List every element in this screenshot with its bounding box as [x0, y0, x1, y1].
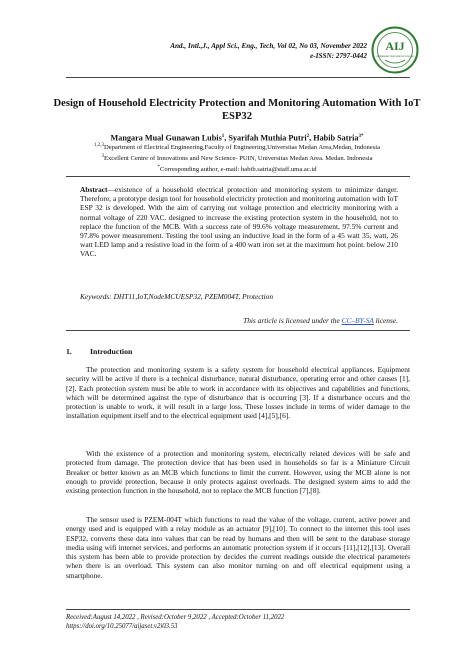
affiliations	[50, 142, 424, 174]
abstract-text: —existence of a household electrical protection and monitoring system to minimize danger. Therefore, a prototype design tool for household electricity protection and monitoring automation with IoT ESP 32 is developed. With the aim of carrying out voltage protection and electricity monitoring with a normal voltage of 220 VAC. designed to increase the existing protection system in the household, not to replace the function of the MCB. With a success rate of 99.6% voltage measurement, 97.5% current and 97.8% power measurement. Testing the tool using an inductive load in the form of a 45 watt 35, watt, 26 watt LED lamp and a resistive load in the form of a 400 watt iron set at the maximum hot point. below 210 VAC.	[80, 185, 398, 259]
body-paragraph: With the existence of a protection and monitoring system, electrically related devices will be safe and protected from damage. The protection device that has been used in households so far is a Miniature Circuit Breaker or better known as an MCB which functions to limit the current. However, using the MCB alone is not enough to provide protection, because it only protects against overloads. The designed system aims to add the existing protection function in the household, not to replace the MCB function [7],[8].	[66, 449, 410, 496]
abstract-label: Abstract	[80, 185, 108, 194]
received-dates: Received:August 14,2022 , Revised:October 9,2022 , Accepted:October 11,2022	[66, 614, 285, 621]
section-title: Introduction	[90, 347, 133, 356]
section-heading	[66, 347, 132, 356]
journal-eissn: e-ISSN: 2797-0442	[310, 52, 367, 60]
license-link[interactable]: CC–BY-SA	[341, 316, 374, 325]
footer-divider	[66, 609, 410, 610]
journal-citation: And., Intl.,J., Appl Sci., Eng., Tech, Vol 02, No 03, November 2022	[170, 42, 367, 50]
keywords: Keywords: DHT11,IoT,NodeMCUESP32, PZEM004T, Protection	[80, 292, 274, 301]
header-divider	[66, 77, 410, 78]
affiliation-line: $^{1,2,3}$Department of Electrical Engineering,Faculty of Engineering,Universitas Medan Area,Medan, Indonesia	[93, 143, 381, 152]
section-number: 1.	[66, 347, 72, 356]
author-sup: 1	[221, 134, 225, 139]
logo-mark: AIJ	[385, 39, 405, 53]
author-list: Mangara Mual Gunawan Lubis$^1$, Syarifah Muthia Putri$^2$, Habib Satria$^{3*}$	[110, 133, 364, 143]
journal-header	[170, 41, 367, 61]
abstract-bottom-rule	[66, 330, 410, 331]
author-name: Syarifah Muthia Putri	[228, 133, 307, 143]
license-note: This article is licensed under the CC–BY-SA license.	[243, 316, 398, 325]
body-paragraph: The protection and monitoring system is a safety system for household electrical appliances. Equipment security will be active if there is a technical disturbance, natural disturbance, operating error and other causes [1],[2]. Each protection system must be able to work in accordance with its objectives and capabilities and functions, which will be determined against the type of disturbance that is occurring [3]. If a disturbance occurs and the protection is unable to work, it will result in a large loss. These losses include in terms of wider damage to the installation equipment itself and to the electrical equipment used [4],[5],[6].	[66, 365, 410, 421]
journal-logo-icon	[371, 26, 419, 74]
paper-title: Design of Household Electricity Protection and Monitoring Automation With IoT ESP32	[53, 98, 421, 122]
corresponding-author: *Corresponding author, e-mail: habib.satria@staff.uma.ac.id	[157, 164, 317, 173]
doi-link[interactable]: https://doi.org/10.25077/aijaset.v2i03.53	[66, 623, 178, 630]
affiliation-line: $^3$Excellent Centre of Innovations and New Science- PUIN, Universitas Medan Area. Medan. Indonesia	[101, 153, 373, 162]
abstract	[80, 185, 398, 259]
paper-footer	[66, 613, 284, 631]
author-sup: 2	[306, 134, 310, 139]
author-name: Mangara Mual Gunawan Lubis	[110, 133, 222, 143]
body-paragraph: The sensor used is PZEM-004T which functions to read the value of the voltage, current, active power and energy used and is equipped with a relay module as an actuator [9],[10]. To connect to the internet this tool uses ESP32, converts these data into values that can be read by humans and then will be sent to the database storage media using wifi internet services, and performs an automatic protection system if it occurs [11],[12],[13]. Overall this system has been able to provide protection by decides the current readings outside the electrical parameters when there is an overload. This system can also monitor turning on and off electrical equipment using a smartphone.	[66, 515, 410, 580]
logo-ring-text: Andalasian International Journal	[376, 55, 414, 58]
author-name: Habib Satria	[313, 133, 359, 143]
author-sup: 3*	[358, 134, 364, 139]
abstract-top-rule	[66, 176, 410, 177]
